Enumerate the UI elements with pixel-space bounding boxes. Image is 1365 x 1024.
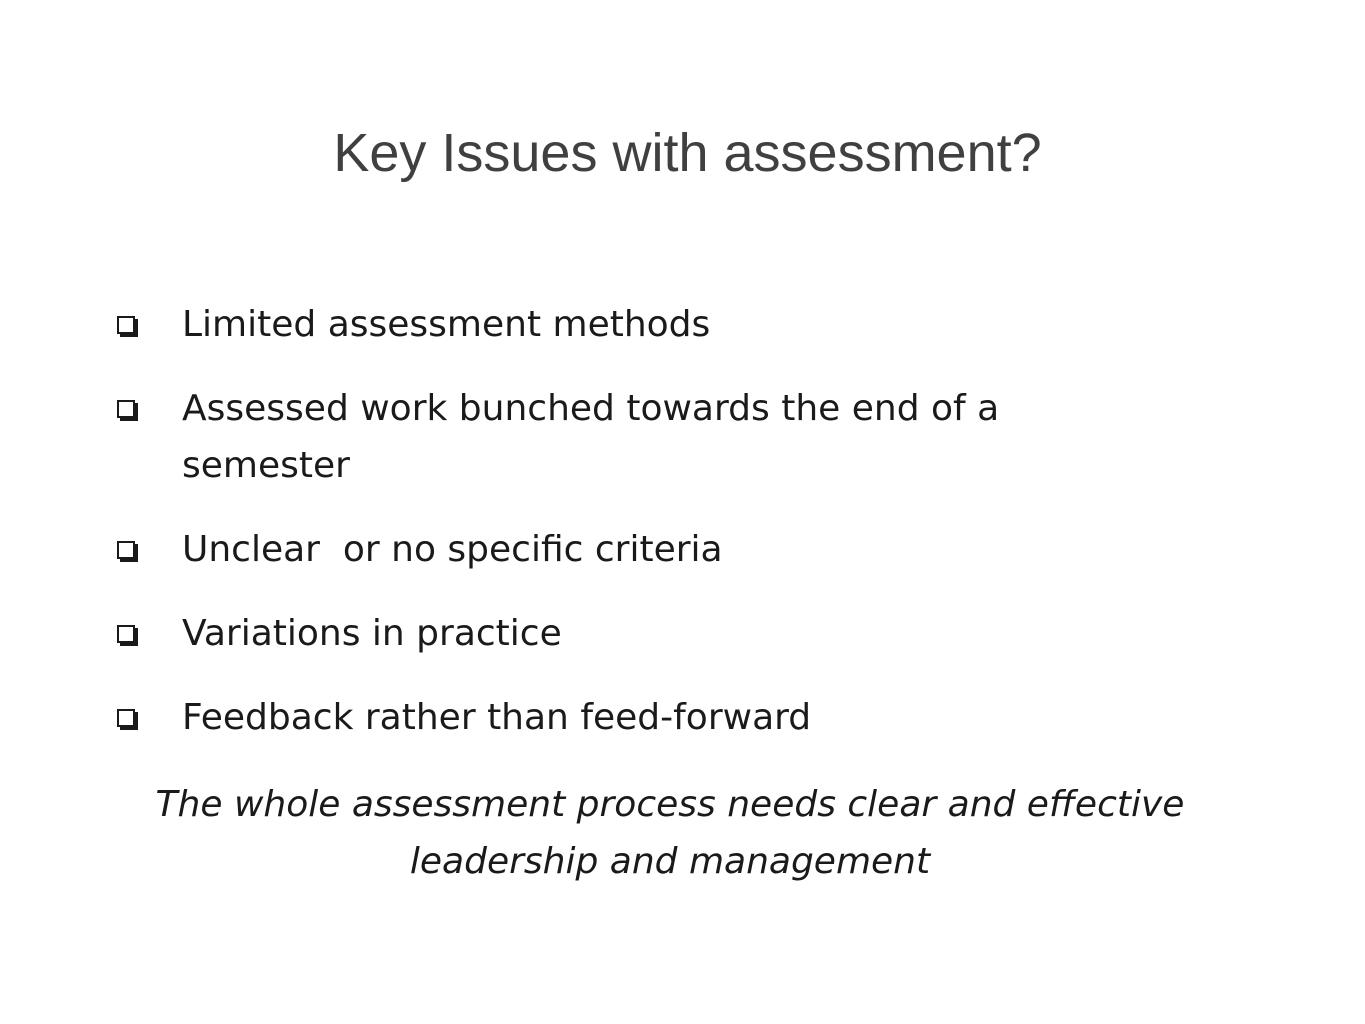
slide-title: Key Issues with assessment? <box>333 123 1042 183</box>
bullet-item <box>115 689 1115 746</box>
bullet-item <box>115 605 1115 662</box>
bullet-item <box>115 296 1115 353</box>
bullet-text: Unclear or no specific criteria <box>182 529 723 570</box>
checkbox-bullet-icon <box>117 316 135 334</box>
checkbox-bullet-icon <box>117 709 135 727</box>
bullet-text: Variations in practice <box>182 613 562 654</box>
checkbox-bullet-icon <box>117 400 135 418</box>
bullet-item <box>115 521 1115 578</box>
bullet-text: Feedback rather than feed-forward <box>182 697 812 738</box>
closing-statement: The whole assessment process needs clear and effective leadership and management <box>155 784 1185 882</box>
bullet-item <box>115 380 1115 494</box>
bullet-text: Limited assessment methods <box>182 304 711 345</box>
checkbox-bullet-icon <box>117 541 135 559</box>
bullet-text: Assessed work bunched towards the end of a semester <box>182 388 1000 486</box>
bullet-list <box>115 296 1115 773</box>
checkbox-bullet-icon <box>117 625 135 643</box>
